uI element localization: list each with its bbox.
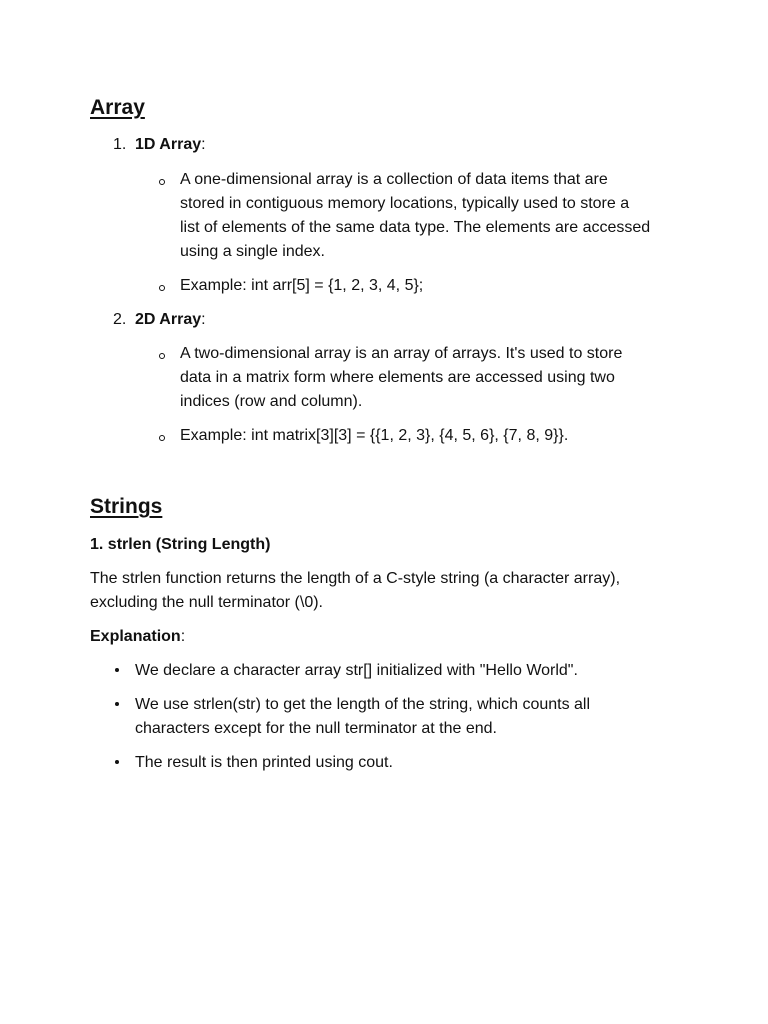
list-item-2d-array-title xyxy=(135,308,206,332)
bullet-line: A two-dimensional array is an array of arrays. It's used to store xyxy=(180,345,623,362)
bullet-line: data in a matrix form where elements are accessed using two xyxy=(180,369,615,386)
bullet-line: We use strlen(str) to get the length of the string, which counts all xyxy=(135,696,591,713)
item-title: 2D Array xyxy=(135,311,202,328)
array-heading: Array xyxy=(90,96,145,119)
item-title-suffix: : xyxy=(201,136,206,153)
strlen-subheading: 1. strlen (String Length) xyxy=(90,536,271,553)
bullet-line: using a single index. xyxy=(180,243,325,260)
paragraph-line: The strlen function returns the length of a C-style string (a character array), xyxy=(90,570,621,587)
strings-heading: Strings xyxy=(90,495,163,518)
bullet-line: A one-dimensional array is a collection of data items that are xyxy=(180,171,608,188)
explanation-suffix: : xyxy=(180,628,186,645)
explanation-label xyxy=(90,625,185,649)
bullet-line: We declare a character array str[] initialized with "Hello World". xyxy=(135,662,578,679)
list-number-2: 2. xyxy=(113,311,127,328)
hollow-bullet-icon xyxy=(159,435,165,441)
bullet-line: stored in contiguous memory locations, typically used to store a xyxy=(180,195,630,212)
hollow-bullet-icon xyxy=(159,353,165,359)
bullet-line: characters except for the null terminator at the end. xyxy=(135,720,497,737)
bullet-dot-icon xyxy=(115,760,119,764)
bullet-line: Example: int matrix[3][3] = {{1, 2, 3}, {4, 5, 6}, {7, 8, 9}}. xyxy=(180,427,569,444)
hollow-bullet-icon xyxy=(159,285,165,291)
bullet-dot-icon xyxy=(115,668,119,672)
explanation-title: Explanation xyxy=(90,628,181,645)
item-title-suffix: : xyxy=(201,311,206,328)
bullet-line: Example: int arr[5] = {1, 2, 3, 4, 5}; xyxy=(180,277,424,294)
paragraph-line: excluding the null terminator (\0). xyxy=(90,594,323,611)
item-title: 1D Array xyxy=(135,136,202,153)
bullet-line: The result is then printed using cout. xyxy=(135,754,393,771)
bullet-dot-icon xyxy=(115,702,119,706)
list-number-1: 1. xyxy=(113,136,127,153)
hollow-bullet-icon xyxy=(159,179,165,185)
bullet-line: indices (row and column). xyxy=(180,393,363,410)
list-item-1d-array-title xyxy=(135,133,206,157)
bullet-line: list of elements of the same data type. The elements are accessed xyxy=(180,219,651,236)
